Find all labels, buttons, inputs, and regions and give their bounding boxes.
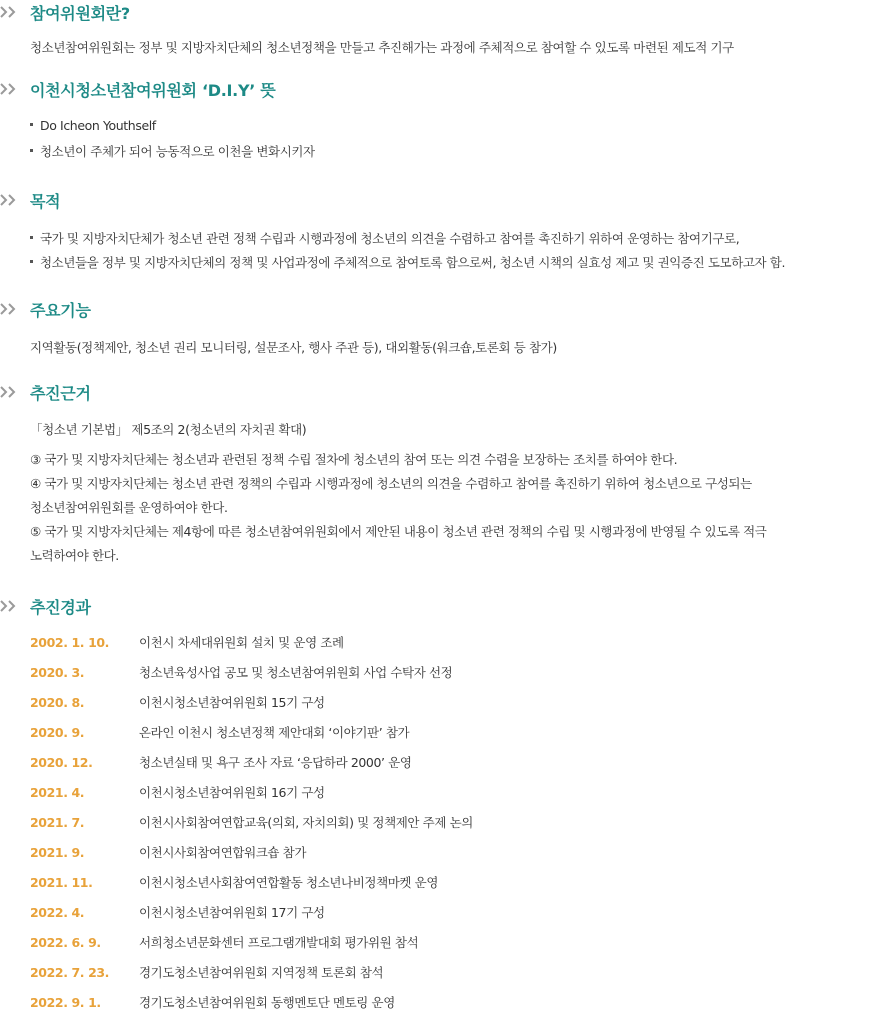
history-row: [30, 842, 306, 862]
basis-line: 노력하여야 한다.: [30, 548, 119, 563]
section-title: 주요기능: [30, 300, 91, 320]
history-row: [30, 632, 344, 652]
basis-line: 청소년참여위원회를 운영하여야 한다.: [30, 500, 228, 515]
history-row: [30, 722, 409, 742]
history-date: 2022. 9. 1.: [30, 994, 101, 1010]
basis-line: ⑤ 국가 및 지방자치단체는 제4항에 따른 청소년참여위원회에서 제안된 내용이 청소년 관련 정책의 수립 및 시행과정에 반영될 수 있도록 적극: [30, 524, 767, 539]
history-date: 2020. 3.: [30, 664, 85, 680]
section-about: [0, 0, 895, 24]
history-date: 2021. 11.: [30, 874, 93, 890]
history-text: 이천시사회참여연합교육(의회, 자치의회) 및 정책제안 주제 논의: [139, 815, 473, 830]
history-text: 이천시청소년참여위원회 15기 구성: [139, 695, 325, 710]
purpose-item: 국가 및 지방자치단체가 청소년 관련 정책 수립과 시행과정에 청소년의 의견을 수렴하고 참여를 촉진하기 위하여 운영하는 참여기구로,: [30, 229, 739, 247]
history-text: 이천시청소년참여위원회 16기 구성: [139, 785, 325, 800]
history-date: 2021. 9.: [30, 844, 85, 860]
history-row: [30, 962, 383, 982]
section-heading: [0, 297, 895, 321]
history-text: 이천시청소년참여위원회 17기 구성: [139, 905, 325, 920]
section-heading: [0, 77, 895, 101]
section-title: 목적: [30, 191, 61, 211]
section-diy: [0, 77, 895, 101]
section-heading: [0, 0, 895, 24]
function-text: 지역활동(정책제안, 청소년 권리 모니터링, 설문조사, 행사 주관 등), 대외활동(워크숍,토론회 등 참가): [30, 340, 557, 355]
section-heading: [0, 380, 895, 404]
history-text: 서희청소년문화센터 프로그램개발대회 평가위원 참석: [139, 935, 419, 950]
history-text: 청소년육성사업 공모 및 청소년참여위원회 사업 수탁자 선정: [139, 665, 453, 680]
double-chevron-right-icon: [0, 77, 30, 101]
history-text: 경기도청소년참여위원회 동행멘토단 멘토링 운영: [139, 995, 395, 1010]
history-text: 경기도청소년참여위원회 지역정책 토론회 참석: [139, 965, 384, 980]
history-date: 2002. 1. 10.: [30, 634, 110, 650]
basis-law: 「청소년 기본법」 제5조의 2(청소년의 자치권 확대): [30, 422, 307, 437]
basis-line: ④ 국가 및 지방자치단체는 청소년 관련 정책의 수립과 시행과정에 청소년의 의견을 수렴하고 참여를 촉진하기 위하여 청소년으로 구성되는: [30, 476, 752, 491]
diy-item: 청소년이 주체가 되어 능동적으로 이천을 변화시키자: [30, 142, 315, 160]
double-chevron-right-icon: [0, 0, 30, 24]
history-row: [30, 872, 438, 892]
history-row: [30, 662, 452, 682]
diy-item: Do Icheon Youthself: [30, 118, 156, 133]
history-date: 2022. 6. 9.: [30, 934, 101, 950]
double-chevron-right-icon: [0, 297, 30, 321]
about-text: 청소년참여위원회는 정부 및 지방자치단체의 청소년정책을 만들고 추진해가는 과정에 주체적으로 참여할 수 있도록 마련된 제도적 기구: [30, 40, 734, 55]
history-date: 2020. 8.: [30, 694, 85, 710]
history-row: [30, 752, 412, 772]
basis-line: ③ 국가 및 지방자치단체는 청소년과 관련된 정책 수립 절차에 청소년의 참여 또는 의견 수렴을 보장하는 조치를 하여야 한다.: [30, 452, 678, 467]
history-row: [30, 932, 418, 952]
history-row: [30, 692, 325, 712]
section-title: 참여위원회란?: [30, 3, 130, 23]
section-title: 추진경과: [30, 597, 91, 617]
section-title: 이천시청소년참여위원회 ‘D.I.Y’ 뜻: [30, 80, 276, 100]
history-text: 이천시사회참여연합워크숍 참가: [139, 845, 307, 860]
section-function: [0, 297, 895, 321]
section-basis: [0, 380, 895, 404]
history-date: 2020. 9.: [30, 724, 85, 740]
history-text: 이천시청소년사회참여연합활동 청소년나비정책마켓 운영: [139, 875, 439, 890]
purpose-item: 청소년들을 정부 및 지방자치단체의 정책 및 사업과정에 주체적으로 참여토록 함으로써, 청소년 시책의 실효성 제고 및 권익증진 도모하고자 함.: [30, 253, 785, 271]
history-row: [30, 902, 325, 922]
section-purpose: [0, 188, 895, 212]
section-heading: [0, 594, 895, 618]
history-row: [30, 812, 473, 832]
history-text: 청소년실태 및 욕구 조사 자료 ‘응답하라 2000’ 운영: [139, 755, 412, 770]
section-heading: [0, 188, 895, 212]
history-row: [30, 782, 325, 802]
history-date: 2020. 12.: [30, 754, 93, 770]
section-title: 추진근거: [30, 383, 91, 403]
history-date: 2021. 7.: [30, 814, 85, 830]
double-chevron-right-icon: [0, 188, 30, 212]
history-date: 2022. 4.: [30, 904, 85, 920]
history-date: 2021. 4.: [30, 784, 85, 800]
history-text: 온라인 이천시 청소년정책 제안대회 ‘이야기판’ 참가: [139, 725, 410, 740]
double-chevron-right-icon: [0, 380, 30, 404]
double-chevron-right-icon: [0, 594, 30, 618]
section-history: [0, 594, 895, 618]
history-row: [30, 992, 395, 1012]
history-text: 이천시 차세대위원회 설치 및 운영 조례: [139, 635, 344, 650]
history-date: 2022. 7. 23.: [30, 964, 110, 980]
